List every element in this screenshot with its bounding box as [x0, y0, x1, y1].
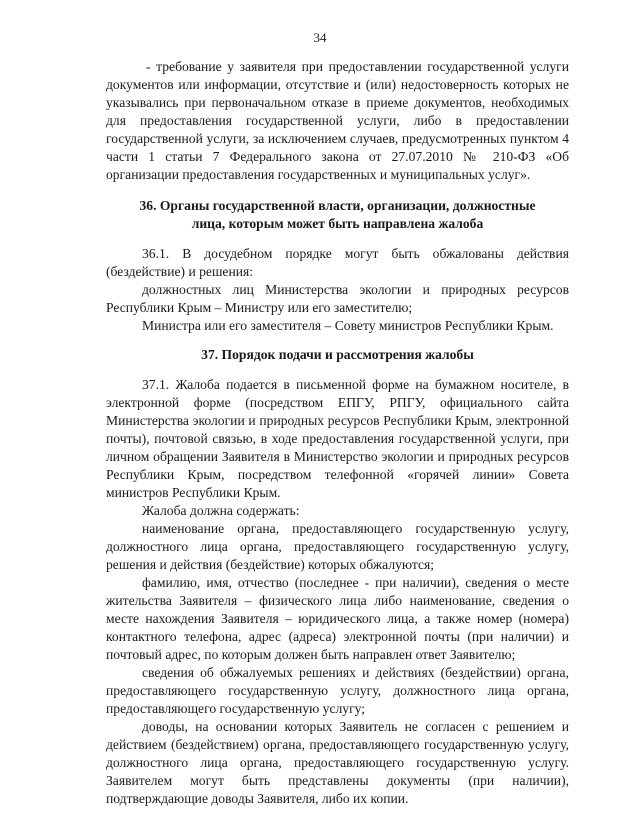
- paragraph-37-1: 37.1. Жалоба подается в письменной форме на бумажном носителе, в электронной форме (посредством ЕПГУ, РПГУ, официального сайта Министерства экологии и природных ресурсов Республики Крым, электронной почты), почтовой связью, в ходе предоставления государственной услуги, при личном обращении Заявителя в Министерство экологии и природных ресурсов Республики Крым, посредством телефонной «горячей линии» Совета министров Республики Крым.: [106, 377, 569, 500]
- paragraph-37-applicant-info: фамилию, имя, отчество (последнее - при наличии), сведения о месте жительства Заявителя – физического лица либо наименование, сведения о месте нахождения Заявителя – юридического лица, а также номер (номера) контактного телефона, адрес (адреса) электронной почты (при наличии) и почтовый адрес, по которым должен быть направлен ответ Заявителю;: [106, 575, 569, 662]
- paragraph-36-1: 36.1. В досудебном порядке могут быть обжалованы действия (бездействие) и решения:: [106, 246, 569, 279]
- document-body: [106, 58, 569, 808]
- paragraph-36-minister: Министра или его заместителя – Совету министров Республики Крым.: [142, 318, 554, 333]
- paragraph-requirement: - требование у заявителя при предоставлении государственной услуги документов или информации, отсутствие и (или) недостоверность которых не указывались при первоначальном отказе в приеме документов, необходимых для предоставления государственной услуги, либо в предоставлении государственной услуги, за исключением случаев, предусмотренных пунктом 4 части 1 статьи 7 Федерального закона от 27.07.2010 № 210-ФЗ «Об организации предоставления государственных и муниципальных услуг».: [106, 59, 569, 182]
- page-number: 34: [313, 30, 327, 45]
- section-36-heading: 36. Органы государственной власти, организации, должностные лица, которым может быть направлена жалоба: [139, 198, 536, 231]
- paragraph-37-arguments: доводы, на основании которых Заявитель не согласен с решением и действием (бездействием) органа, предоставляющего государственную услугу, должностного лица органа, предоставляющего государственную услугу. Заявителем могут быть представлены документы (при наличии), подтверждающие доводы Заявителя, либо их копии.: [106, 719, 569, 806]
- paragraph-37-contents-intro: Жалоба должна содержать:: [142, 503, 300, 518]
- paragraph-37-decisions-info: сведения об обжалуемых решениях и действиях (бездействии) органа, предоставляющего государственную услугу, должностного лица органа, предоставляющего государственную услугу;: [106, 665, 569, 716]
- section-37-heading: 37. Порядок подачи и рассмотрения жалобы: [201, 347, 474, 362]
- paragraph-36-officials: должностных лиц Министерства экологии и природных ресурсов Республики Крым – Министру или его заместителю;: [106, 282, 569, 315]
- paragraph-37-organ-name: наименование органа, предоставляющего государственную услугу, должностного лица органа, предоставляющего государственную услугу, решения и действия (бездействие) которых обжалуются;: [106, 521, 569, 572]
